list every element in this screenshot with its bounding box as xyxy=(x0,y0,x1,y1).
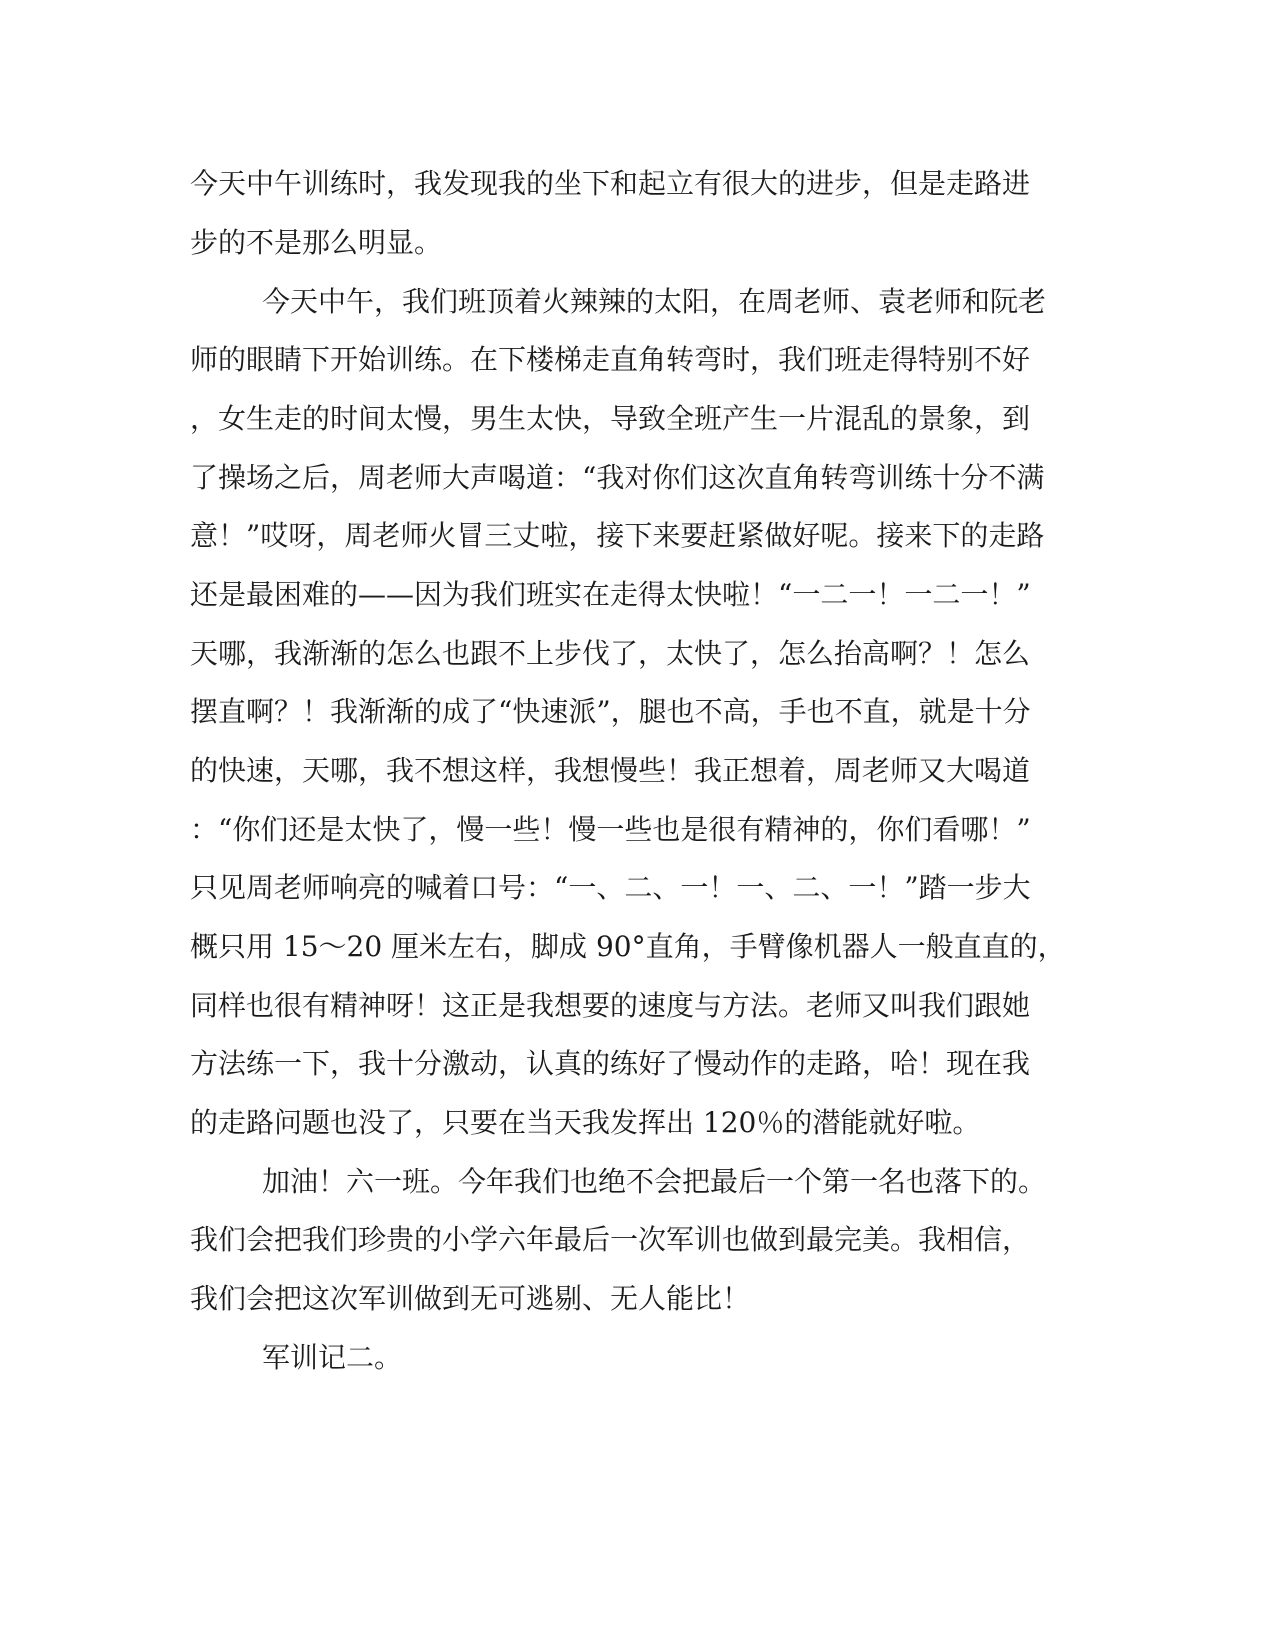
text-line: 意！”哎呀，周老师火冒三丈啦，接下来要赶紧做好呢。接来下的走路 xyxy=(190,519,1045,552)
text-line: 步的不是那么明显。 xyxy=(190,226,443,259)
text-line: 的走路问题也没了，只要在当天我发挥出 120％的潜能就好啦。 xyxy=(190,1106,981,1139)
text-line: 今天中午训练时，我发现我的坐下和起立有很大的进步，但是走路进 xyxy=(190,167,1031,200)
text-line: 天哪，我渐渐的怎么也跟不上步伐了，太快了，怎么抬高啊？！怎么 xyxy=(190,637,1031,670)
text-line: 我们会把这次军训做到无可逃剔、无人能比！ xyxy=(190,1282,751,1315)
text-line: 的快速，天哪，我不想这样，我想慢些！我正想着，周老师又大喝道 xyxy=(190,754,1031,787)
text-line: 方法练一下，我十分激动，认真的练好了慢动作的走路，哈！现在我 xyxy=(190,1047,1031,1080)
text-line: 还是最困难的——因为我们班实在走得太快啦！“一二一！一二一！” xyxy=(190,578,1031,611)
text-line: 同样也很有精神呀！这正是我想要的速度与方法。老师又叫我们跟她 xyxy=(190,989,1031,1022)
text-line: 摆直啊？！我渐渐的成了“快速派”，腿也不高，手也不直，就是十分 xyxy=(190,695,1031,728)
paragraph-start-line: 军训记二。 xyxy=(262,1341,403,1374)
text-line: ：“你们还是太快了，慢一些！慢一些也是很有精神的，你们看哪！” xyxy=(190,813,1031,846)
text-line: 概只用 15～20 厘米左右，脚成 90°直角，手臂像机器人一般直直的， xyxy=(190,930,1066,963)
text-line: 我们会把我们珍贵的小学六年最后一次军训也做到最完美。我相信， xyxy=(190,1223,1031,1256)
text-line: ，女生走的时间太慢，男生太快，导致全班产生一片混乱的景象，到 xyxy=(190,402,1031,435)
text-line: 了操场之后，周老师大声喝道：“我对你们这次直角转弯训练十分不满 xyxy=(190,461,1045,494)
paragraph-start-line: 加油！六一班。今年我们也绝不会把最后一个第一名也落下的。 xyxy=(262,1165,1047,1198)
text-line: 只见周老师响亮的喊着口号：“一、二、一！一、二、一！”踏一步大 xyxy=(190,871,1031,904)
paragraph-start-line: 今天中午，我们班顶着火辣辣的太阳，在周老师、袁老师和阮老 xyxy=(262,285,1047,318)
text-line: 师的眼睛下开始训练。在下楼梯走直角转弯时，我们班走得特别不好 xyxy=(190,343,1031,376)
